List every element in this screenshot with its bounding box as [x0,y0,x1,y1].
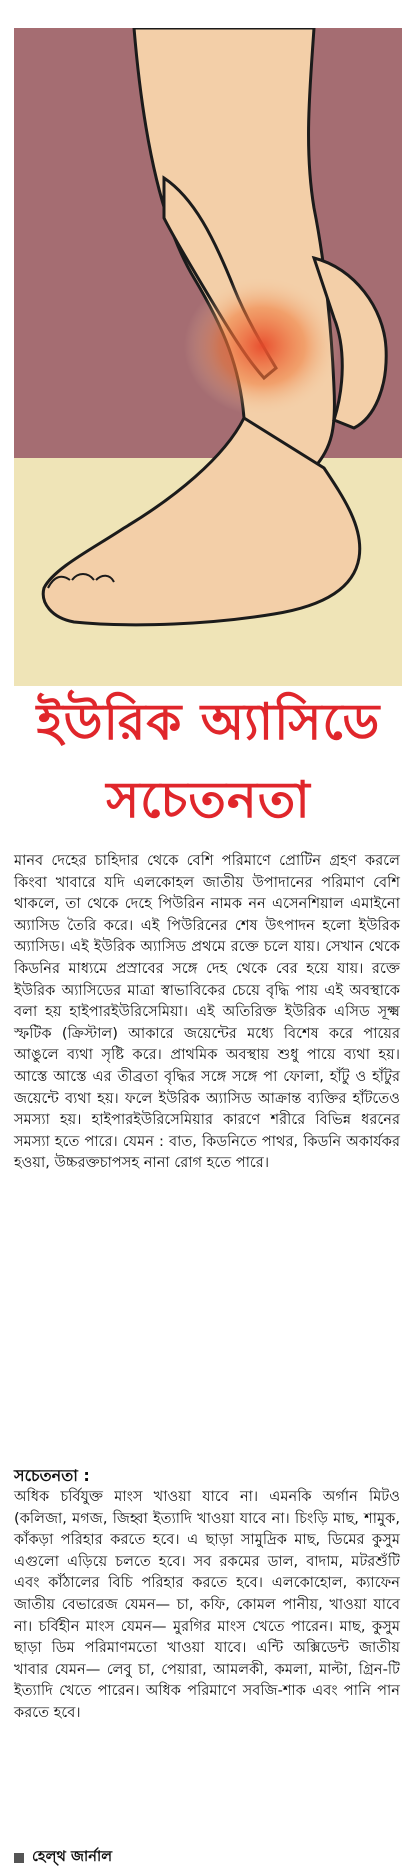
tips-heading: সচেতনতা : [14,1466,90,1485]
headline-line-2: সচেতনতা [106,771,311,829]
tips-body: অধিক চর্বিযুক্ত মাংস খাওয়া যাবে না। এমনকি অর্গান মিটও (কলিজা, মগজ, জিহ্বা ইত্যাদি খাওয়া যাবে না। চিংড়ি মাছ, শামুক, কাঁকড়া পরিহার করতে হবে। এ ছাড়া সামুদ্রিক মাছ, ডিমের কুসুম এগুলো এড়িয়ে চলতে হবে। সব রকমের ডাল, বাদাম, মটরশুঁটি এবং কাঁঠালের বিচি পরিহার করতে হবে। এলকোহোল, ক্যাফেন জাতীয় বেভারেজ যেমন— চা, কফি, কোমল পানীয়, খাওয়া যাবে না। চর্বিহীন মাংস যেমন— মুরগির মাংস খেতে পারেন। মাছ, কুসুম ছাড়া ডিম পরিমাণমতো খাওয়া যাবে। এন্টি অক্সিডেন্ট জাতীয় খাবার যেমন— লেবু চা, পেয়ারা, আমলকী, কমলা, মাল্টা, গ্রিন-টি ইত্যাদি খেতে পারেন। অধিক পরিমাণে সবজি-শাক এবং পানি পান করতে হবে। [14,1488,400,1721]
foot-ankle-illustration [14,28,402,686]
article-body: মানব দেহের চাহিদার থেকে বেশি পরিমাণে প্রোটিন গ্রহণ করলে কিংবা খাবারে যদি এলকোহল জাতীয় উপাদানের পরিমাণ বেশি থাকলে, তা থেকে দেহে পিউরিন নামক নন এসেনশিয়াল এমাইনো অ্যাসিড তৈরি করে। এই পিউরিনের শেষ উৎপাদন হলো ইউরিক অ্যাসিড। এই ইউরিক অ্যাসিড প্রথমে রক্তে চলে যায়। সেখান থেকে কিডনির মাধ্যমে প্রস্রাবের সঙ্গে দেহ থেকে বের হয়ে যায়। রক্তে ইউরিক অ্যাসিডের মাত্রা স্বাভাবিকের চেয়ে বৃদ্ধি পায় এই অবস্থাকে বলা হয় হাইপারইউরিসেমিয়া। এই অতিরিক্ত ইউরিক এসিড সূক্ষ্ম স্ফটিক (ক্রিস্টাল) আকারে জয়েন্টের মধ্যে বিশেষ করে পায়ের আঙুলে ব্যথা সৃষ্টি করে। প্রাথমিক অবস্থায় শুধু পায়ে ব্যথা হয়। আস্তে আস্তে এর তীব্রতা বৃদ্ধির সঙ্গে সঙ্গে পা ফোলা, হাঁটু ও হাঁটুর জয়েন্টে ব্যথা হয়। ফলে ইউরিক অ্যাসিড আক্রান্ত ব্যক্তির হাঁটতেও সমস্যা হয়। হাইপারইউরিসেমিয়ার কারণে শরীরে বিভিন্ন ধরনের সমস্যা হতে পারে। যেমন : বাত, কিডনিতে পাথর, কিডনি অকার্যকর হওয়া, উচ্চরক্তচাপসহ নানা রোগ হতে পারে। [14,852,400,1172]
bullet-square-icon [14,1853,24,1863]
headline-line-1: ইউরিক অ্যাসিডে [36,693,381,751]
source-text: হেল্থ জার্নাল [32,1848,113,1865]
source-credit [14,1846,112,1870]
pain-glow [184,276,340,416]
foot-ankle-pain-icon [14,28,402,686]
